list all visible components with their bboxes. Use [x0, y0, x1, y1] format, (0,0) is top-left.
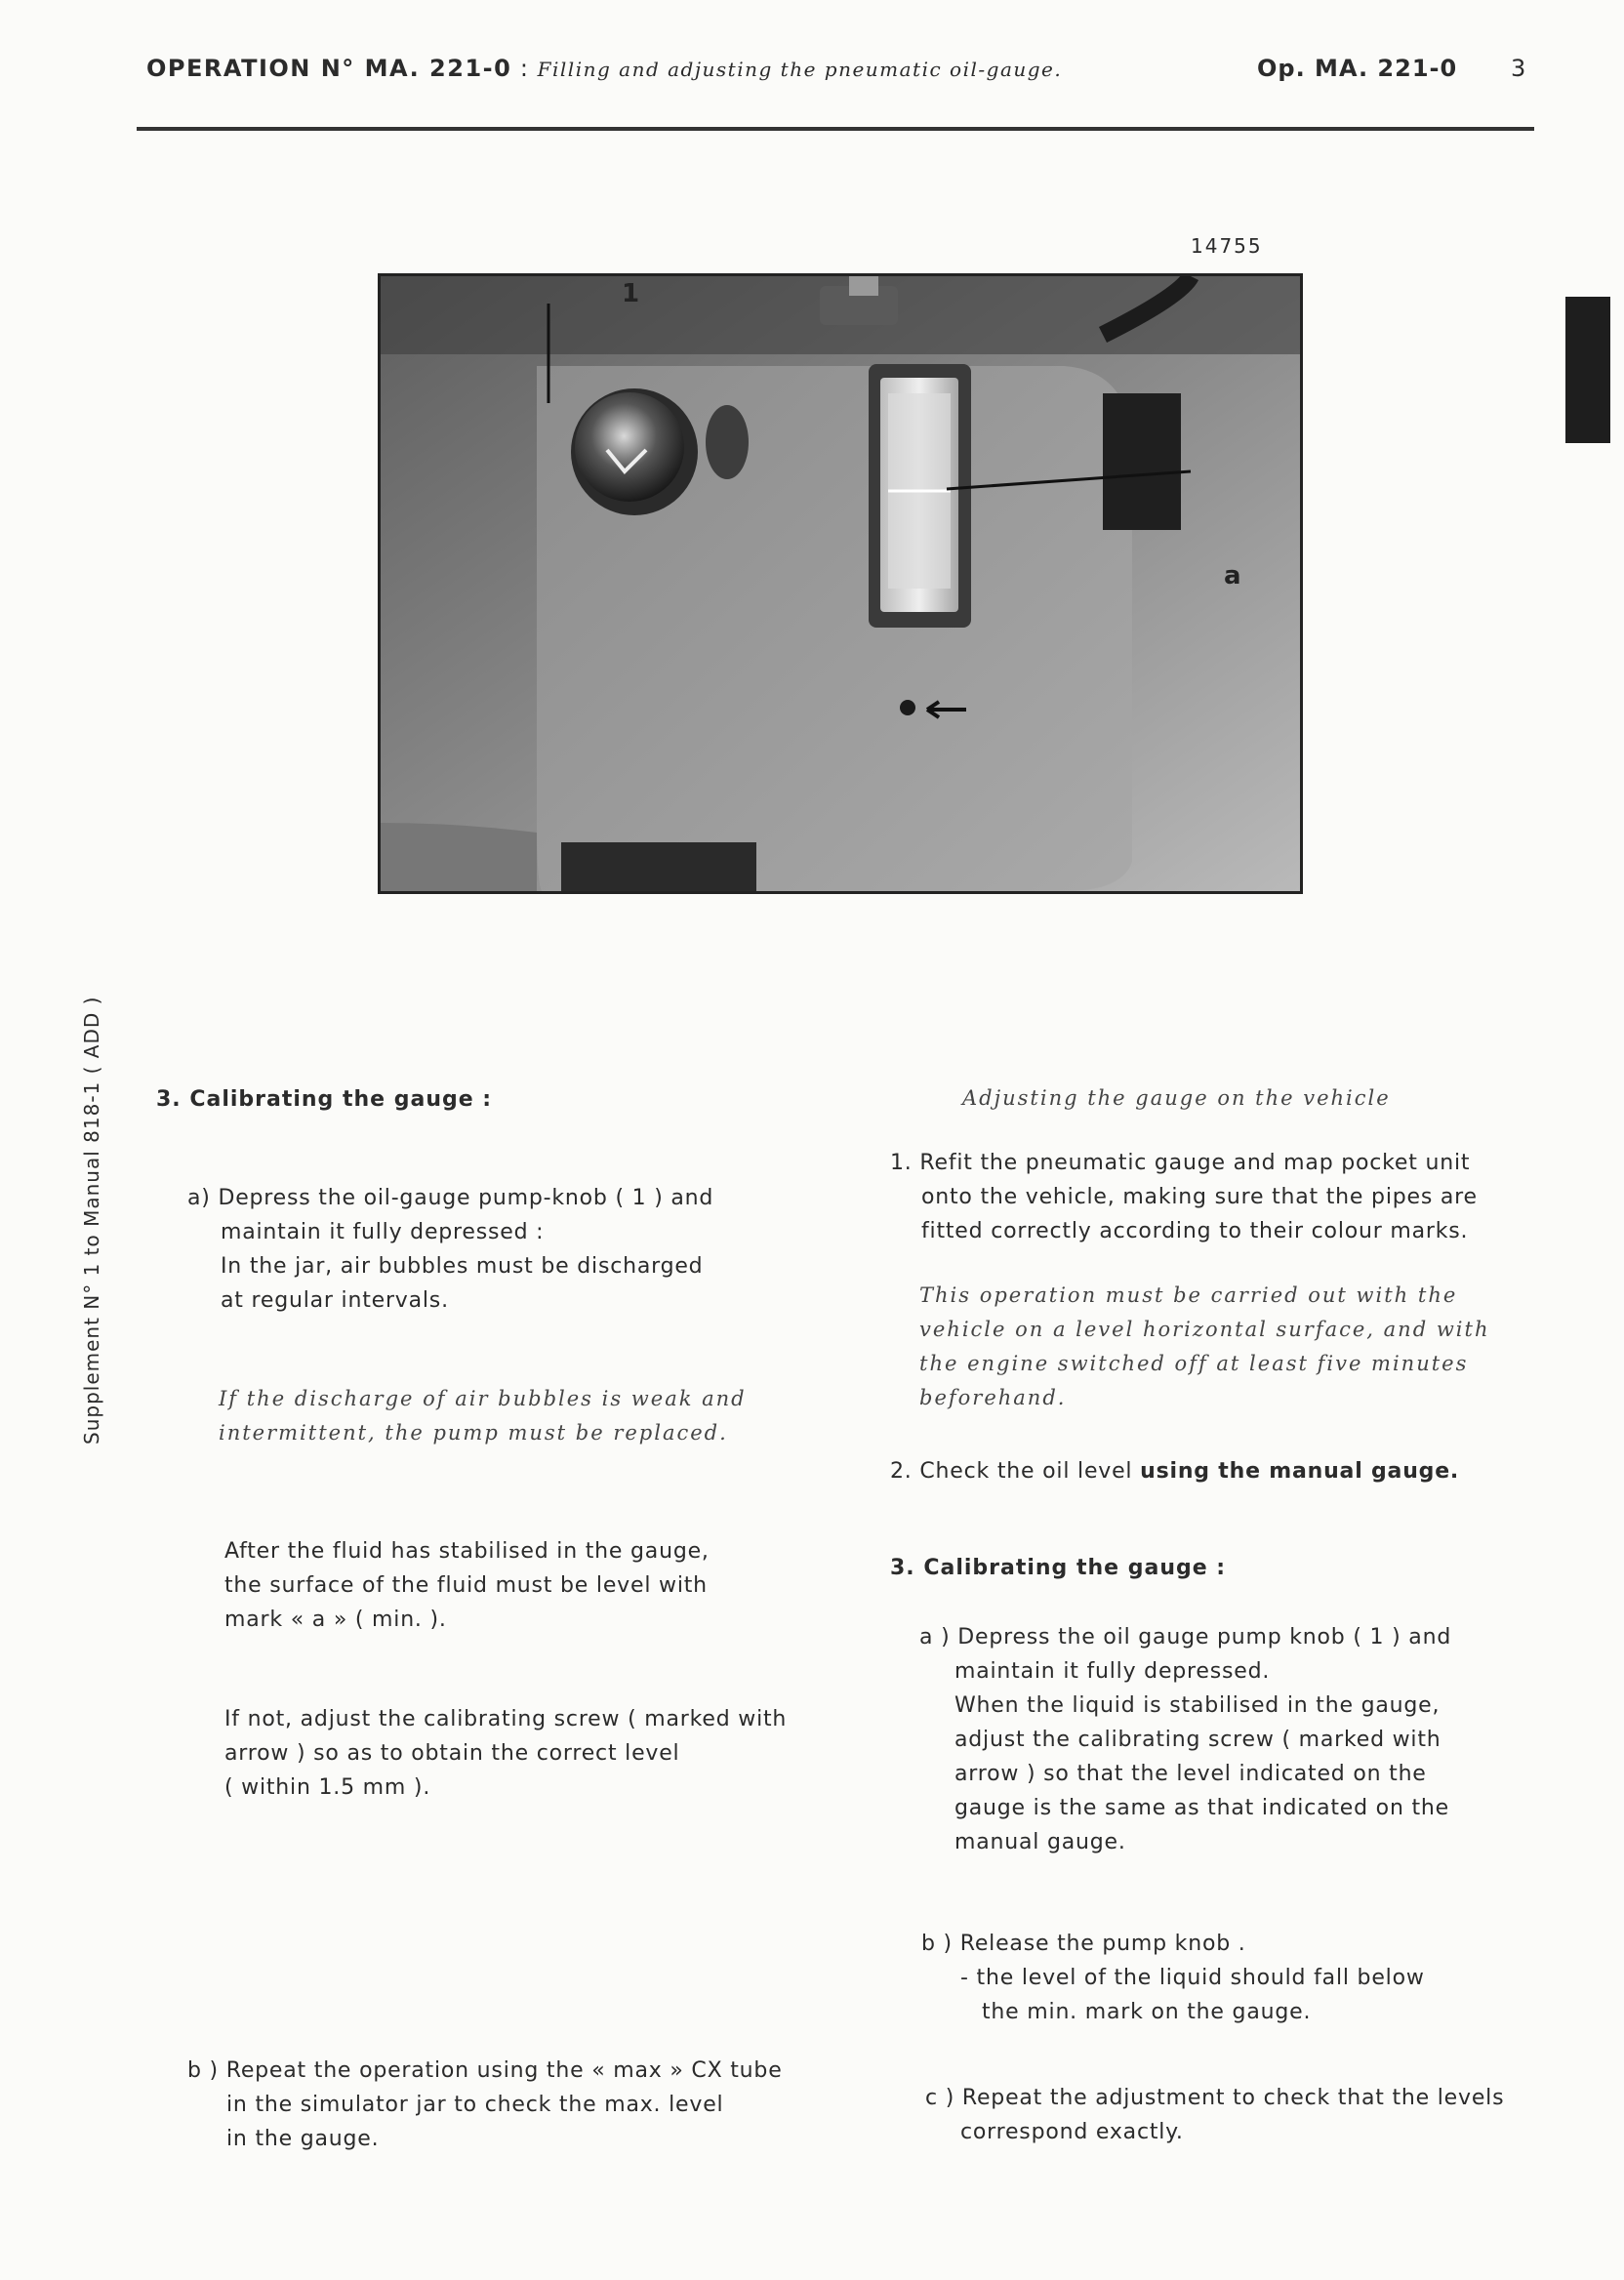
right-step-b-line: - the level of the liquid should fall below	[960, 1966, 1425, 1990]
right-heading-calibrating: 3. Calibrating the gauge :	[890, 1556, 1227, 1580]
right-step-a-line: When the liquid is stabilised in the gauge,	[954, 1693, 1441, 1718]
right-step-a-line: arrow ) so that the level indicated on the	[954, 1762, 1427, 1786]
operation-title: Filling and adjusting the pneumatic oil-gauge.	[537, 58, 1063, 81]
right-step-a-line: a ) Depress the oil gauge pump knob ( 1 ) and	[919, 1625, 1452, 1649]
header-rule	[137, 127, 1534, 131]
left-note	[219, 1382, 747, 1450]
right-step-a	[919, 1620, 1451, 1859]
left-adjust-line: arrow ) so as to obtain the correct level	[224, 1741, 680, 1766]
operation-header	[146, 55, 1062, 82]
gauge-photo-drawing	[381, 276, 1300, 891]
supplement-label: Supplement N° 1 to Manual 818-1 ( ADD )	[80, 996, 103, 1445]
right-step-c-line: correspond exactly.	[960, 2120, 1184, 2144]
page-number: 3	[1511, 55, 1526, 82]
right-step-b	[921, 1927, 1425, 2029]
callout-1-label: 1	[622, 279, 640, 308]
right-step-a-line: maintain it fully depressed.	[954, 1659, 1271, 1684]
right-step-1-line: fitted correctly according to their colour marks.	[921, 1219, 1469, 1243]
right-note	[919, 1279, 1489, 1415]
operation-number: OPERATION N° MA. 221-0	[146, 55, 512, 82]
left-step-b-line: in the gauge.	[226, 2127, 380, 2151]
left-fluid-line: mark « a » ( min. ).	[224, 1608, 447, 1632]
right-step-2-text: 2. Check the oil level	[890, 1459, 1141, 1484]
right-section-title: Adjusting the gauge on the vehicle	[962, 1086, 1391, 1110]
left-heading-calibrating: 3. Calibrating the gauge :	[156, 1087, 493, 1112]
header-separator: :	[511, 55, 538, 82]
right-step-1-line: 1. Refit the pneumatic gauge and map pocket unit	[890, 1151, 1471, 1175]
right-step-2-emphasis: using the manual gauge.	[1140, 1459, 1460, 1484]
left-step-a-line: a) Depress the oil-gauge pump-knob ( 1 ) and	[187, 1186, 714, 1210]
right-step-1-line: onto the vehicle, making sure that the pipes are	[921, 1185, 1478, 1209]
right-step-2	[890, 1454, 1459, 1488]
page-edge-tab	[1565, 297, 1610, 443]
left-step-a-line: at regular intervals.	[221, 1288, 449, 1313]
right-step-a-line: adjust the calibrating screw ( marked with	[954, 1728, 1441, 1752]
right-step-a-line: gauge is the same as that indicated on the	[954, 1796, 1449, 1820]
left-fluid-line: the surface of the fluid must be level with	[224, 1573, 708, 1598]
left-note-line: If the discharge of air bubbles is weak and	[219, 1387, 747, 1410]
left-step-a-line: maintain it fully depressed :	[221, 1220, 545, 1244]
right-note-line: vehicle on a level horizontal surface, and with	[919, 1318, 1490, 1341]
right-step-1	[890, 1146, 1478, 1248]
right-step-b-line: b ) Release the pump knob .	[921, 1932, 1246, 1956]
left-step-b-line: b ) Repeat the operation using the « max » CX tube	[187, 2058, 783, 2083]
left-adjust-line: ( within 1.5 mm ).	[224, 1775, 431, 1800]
right-step-c-line: c ) Repeat the adjustment to check that the levels	[925, 2086, 1505, 2110]
callout-a-label: a	[1224, 561, 1241, 590]
operation-reference: Op. MA. 221-0	[1257, 55, 1458, 82]
right-note-line: the engine switched off at least five minutes	[919, 1352, 1469, 1375]
right-step-b-line: the min. mark on the gauge.	[982, 2000, 1312, 2024]
right-step-c	[925, 2081, 1504, 2149]
left-adjust-paragraph	[224, 1702, 787, 1805]
figure-number: 14755	[1191, 234, 1263, 258]
left-fluid-line: After the fluid has stabilised in the gauge,	[224, 1539, 710, 1564]
left-fluid-paragraph	[224, 1534, 710, 1637]
right-step-a-line: manual gauge.	[954, 1830, 1126, 1854]
gauge-photo	[378, 273, 1303, 894]
left-step-b	[187, 2054, 783, 2156]
left-adjust-line: If not, adjust the calibrating screw ( marked with	[224, 1707, 788, 1731]
right-note-line: beforehand.	[919, 1386, 1067, 1409]
left-step-a-line: In the jar, air bubbles must be discharged	[221, 1254, 704, 1279]
left-note-line: intermittent, the pump must be replaced.	[219, 1421, 728, 1445]
right-note-line: This operation must be carried out with the	[919, 1283, 1458, 1307]
left-step-a	[187, 1181, 713, 1318]
left-step-b-line: in the simulator jar to check the max. level	[226, 2093, 724, 2117]
